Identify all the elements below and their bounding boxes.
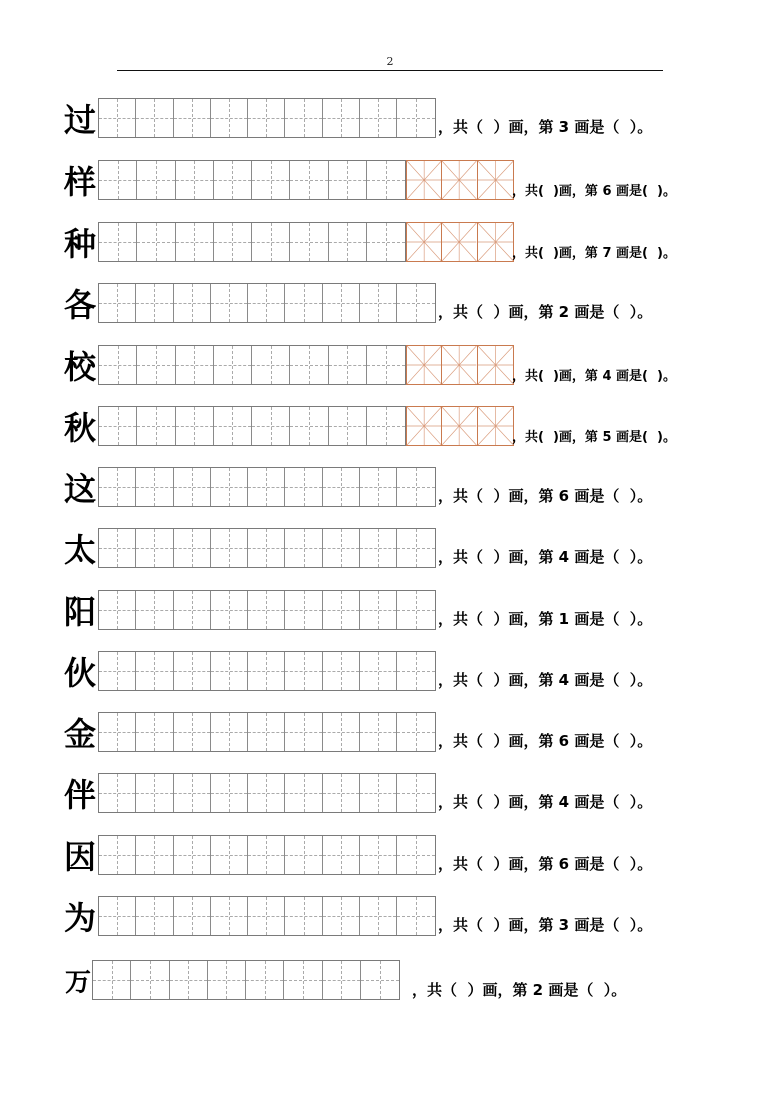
grid-cell[interactable] — [136, 713, 173, 751]
grid-cell[interactable] — [252, 346, 290, 384]
grid-cell[interactable] — [248, 284, 285, 322]
grid-cell[interactable] — [99, 99, 136, 137]
grid-cell[interactable] — [174, 99, 211, 137]
grid-cell[interactable] — [397, 99, 434, 137]
writing-grid[interactable] — [98, 98, 436, 138]
grid-cell[interactable] — [323, 652, 360, 690]
writing-grid[interactable] — [98, 160, 406, 200]
mi-grid[interactable] — [406, 406, 514, 446]
grid-cell[interactable] — [174, 652, 211, 690]
writing-grid[interactable] — [98, 773, 436, 813]
grid-cell[interactable] — [367, 346, 405, 384]
exercise-row — [0, 222, 780, 262]
grid-cell[interactable] — [397, 468, 434, 506]
stroke-question: ，共（ ）画，第 4 画是（ ）。 — [438, 548, 653, 566]
writing-grid[interactable] — [98, 528, 436, 568]
grid-cell[interactable] — [99, 223, 137, 261]
grid-cell[interactable] — [323, 529, 360, 567]
grid-cell[interactable] — [361, 961, 399, 999]
grid-cell[interactable] — [99, 407, 137, 445]
mi-grid[interactable] — [406, 222, 514, 262]
grid-cell[interactable] — [131, 961, 169, 999]
exercise-row — [0, 98, 780, 138]
grid-cell[interactable] — [397, 529, 434, 567]
grid-cell[interactable] — [397, 836, 434, 874]
grid-cell[interactable] — [252, 407, 290, 445]
grid-cell[interactable] — [397, 284, 434, 322]
grid-cell[interactable] — [137, 407, 175, 445]
grid-cell[interactable] — [136, 774, 173, 812]
grid-cell[interactable] — [211, 99, 248, 137]
grid-cell[interactable] — [397, 774, 434, 812]
writing-grid[interactable] — [98, 467, 436, 507]
grid-cell[interactable] — [360, 774, 397, 812]
grid-cell[interactable] — [248, 99, 285, 137]
grid-cell[interactable] — [136, 897, 173, 935]
grid-cell[interactable] — [290, 161, 328, 199]
grid-cell[interactable] — [248, 529, 285, 567]
grid-cell[interactable] — [285, 468, 322, 506]
grid-cell[interactable] — [99, 836, 136, 874]
grid-cell[interactable] — [174, 836, 211, 874]
practice-character: 阳 — [63, 593, 96, 631]
grid-cell[interactable] — [367, 223, 405, 261]
grid-cell[interactable] — [174, 529, 211, 567]
writing-grid[interactable] — [98, 651, 436, 691]
grid-cell[interactable] — [99, 774, 136, 812]
practice-character: 秋 — [63, 409, 96, 447]
grid-cell[interactable] — [290, 223, 328, 261]
grid-cell[interactable] — [137, 161, 175, 199]
practice-character: 各 — [63, 286, 96, 324]
grid-cell[interactable] — [248, 713, 285, 751]
grid-cell[interactable] — [323, 99, 360, 137]
writing-grid[interactable] — [98, 345, 406, 385]
grid-cell[interactable] — [285, 284, 322, 322]
exercise-row — [0, 160, 780, 200]
grid-cell[interactable] — [285, 897, 322, 935]
mi-grid[interactable] — [406, 345, 514, 385]
grid-cell[interactable] — [99, 652, 136, 690]
exercise-row — [0, 712, 780, 752]
grid-cell[interactable] — [137, 223, 175, 261]
mi-grid-cell[interactable] — [478, 346, 513, 384]
page-number: 2 — [386, 55, 394, 68]
mi-grid-cell[interactable] — [407, 161, 442, 199]
grid-cell[interactable] — [214, 407, 252, 445]
stroke-question: ，共( )画，第 6 画是( )。 — [512, 184, 676, 199]
writing-grid[interactable] — [98, 283, 436, 323]
grid-cell[interactable] — [360, 529, 397, 567]
grid-cell[interactable] — [367, 407, 405, 445]
exercise-row — [0, 896, 780, 936]
grid-cell[interactable] — [397, 713, 434, 751]
writing-grid[interactable] — [92, 960, 400, 1000]
grid-cell[interactable] — [284, 961, 322, 999]
mi-grid-cell[interactable] — [442, 407, 477, 445]
grid-cell[interactable] — [248, 774, 285, 812]
grid-cell[interactable] — [211, 774, 248, 812]
grid-cell[interactable] — [174, 591, 211, 629]
grid-cell[interactable] — [323, 897, 360, 935]
grid-cell[interactable] — [285, 774, 322, 812]
grid-cell[interactable] — [360, 468, 397, 506]
grid-cell[interactable] — [397, 897, 434, 935]
mi-grid-cell[interactable] — [407, 223, 442, 261]
exercise-row — [0, 651, 780, 691]
grid-cell[interactable] — [367, 161, 405, 199]
practice-character: 太 — [63, 531, 96, 569]
grid-cell[interactable] — [211, 897, 248, 935]
grid-cell[interactable] — [93, 961, 131, 999]
writing-grid[interactable] — [98, 835, 436, 875]
mi-grid-cell[interactable] — [407, 346, 442, 384]
stroke-question: ，共( )画，第 4 画是( )。 — [512, 369, 676, 384]
stroke-question: ，共（ ）画，第 3 画是（ ）。 — [438, 916, 653, 934]
grid-cell[interactable] — [176, 223, 214, 261]
exercise-row — [0, 406, 780, 446]
writing-grid[interactable] — [98, 590, 436, 630]
grid-cell[interactable] — [99, 284, 136, 322]
grid-cell[interactable] — [208, 961, 246, 999]
grid-cell[interactable] — [323, 774, 360, 812]
mi-grid-cell[interactable] — [442, 223, 477, 261]
grid-cell[interactable] — [360, 897, 397, 935]
grid-cell[interactable] — [214, 161, 252, 199]
grid-cell[interactable] — [285, 836, 322, 874]
mi-grid-cell[interactable] — [478, 223, 513, 261]
practice-character: 伙 — [63, 654, 96, 692]
grid-cell[interactable] — [174, 897, 211, 935]
grid-cell[interactable] — [176, 161, 214, 199]
grid-cell[interactable] — [174, 468, 211, 506]
exercise-row — [0, 590, 780, 630]
stroke-question: ，共（ ）画，第 6 画是（ ）。 — [438, 855, 653, 873]
practice-character: 金 — [63, 715, 96, 753]
grid-cell[interactable] — [211, 713, 248, 751]
exercise-row — [0, 835, 780, 875]
mi-grid-cell[interactable] — [478, 407, 513, 445]
grid-cell[interactable] — [211, 836, 248, 874]
exercise-row — [0, 773, 780, 813]
practice-character: 种 — [63, 225, 96, 263]
grid-cell[interactable] — [137, 346, 175, 384]
stroke-question: ，共( )画，第 5 画是( )。 — [512, 430, 676, 445]
grid-cell[interactable] — [397, 652, 434, 690]
mi-grid-cell[interactable] — [407, 407, 442, 445]
stroke-question: ，共（ ）画，第 4 画是（ ）。 — [438, 793, 653, 811]
grid-cell[interactable] — [329, 161, 367, 199]
grid-cell[interactable] — [360, 591, 397, 629]
practice-character: 伴 — [63, 776, 96, 814]
grid-cell[interactable] — [176, 407, 214, 445]
grid-cell[interactable] — [248, 897, 285, 935]
grid-cell[interactable] — [285, 529, 322, 567]
grid-cell[interactable] — [99, 591, 136, 629]
grid-cell[interactable] — [285, 652, 322, 690]
practice-character: 因 — [63, 838, 96, 876]
stroke-question: ，共( )画，第 7 画是( )。 — [512, 246, 676, 261]
grid-cell[interactable] — [323, 284, 360, 322]
grid-cell[interactable] — [329, 407, 367, 445]
grid-cell[interactable] — [252, 161, 290, 199]
grid-cell[interactable] — [329, 223, 367, 261]
writing-grid[interactable] — [98, 896, 436, 936]
stroke-question: ，共（ ）画，第 4 画是（ ）。 — [438, 671, 653, 689]
exercise-row — [0, 467, 780, 507]
grid-cell[interactable] — [170, 961, 208, 999]
grid-cell[interactable] — [99, 529, 136, 567]
practice-character: 万 — [64, 968, 91, 998]
grid-cell[interactable] — [246, 961, 284, 999]
writing-grid[interactable] — [98, 712, 436, 752]
grid-cell[interactable] — [248, 836, 285, 874]
grid-cell[interactable] — [323, 591, 360, 629]
grid-cell[interactable] — [323, 468, 360, 506]
grid-cell[interactable] — [214, 223, 252, 261]
mi-grid-cell[interactable] — [442, 346, 477, 384]
grid-cell[interactable] — [136, 836, 173, 874]
stroke-question: ，共（ ）画，第 2 画是（ ）。 — [438, 303, 653, 321]
grid-cell[interactable] — [360, 284, 397, 322]
grid-cell[interactable] — [290, 346, 328, 384]
stroke-question: ，共（ ）画，第 6 画是（ ）。 — [438, 487, 653, 505]
grid-cell[interactable] — [211, 468, 248, 506]
grid-cell[interactable] — [136, 529, 173, 567]
grid-cell[interactable] — [323, 836, 360, 874]
practice-character: 样 — [63, 163, 96, 201]
grid-cell[interactable] — [285, 591, 322, 629]
grid-cell[interactable] — [252, 223, 290, 261]
stroke-question: ，共（ ）画，第 6 画是（ ）。 — [438, 732, 653, 750]
mi-grid-cell[interactable] — [442, 161, 477, 199]
grid-cell[interactable] — [174, 713, 211, 751]
grid-cell[interactable] — [136, 591, 173, 629]
grid-cell[interactable] — [323, 713, 360, 751]
grid-cell[interactable] — [211, 652, 248, 690]
grid-cell[interactable] — [248, 468, 285, 506]
writing-grid[interactable] — [98, 222, 406, 262]
grid-cell[interactable] — [99, 713, 136, 751]
exercise-row — [0, 345, 780, 385]
grid-cell[interactable] — [285, 99, 322, 137]
grid-cell[interactable] — [285, 713, 322, 751]
writing-grid[interactable] — [98, 406, 406, 446]
grid-cell[interactable] — [397, 591, 434, 629]
mi-grid[interactable] — [406, 160, 514, 200]
grid-cell[interactable] — [329, 346, 367, 384]
grid-cell[interactable] — [99, 897, 136, 935]
grid-cell[interactable] — [211, 529, 248, 567]
grid-cell[interactable] — [360, 836, 397, 874]
practice-character: 过 — [63, 101, 96, 139]
stroke-question: ，共（ ）画，第 1 画是（ ）。 — [438, 610, 653, 628]
grid-cell[interactable] — [211, 591, 248, 629]
grid-cell[interactable] — [360, 713, 397, 751]
grid-cell[interactable] — [176, 346, 214, 384]
grid-cell[interactable] — [360, 99, 397, 137]
grid-cell[interactable] — [323, 961, 361, 999]
grid-cell[interactable] — [214, 346, 252, 384]
grid-cell[interactable] — [248, 591, 285, 629]
grid-cell[interactable] — [136, 652, 173, 690]
grid-cell[interactable] — [99, 468, 136, 506]
grid-cell[interactable] — [174, 774, 211, 812]
grid-cell[interactable] — [211, 284, 248, 322]
stroke-question: ，共（ ）画，第 2 画是（ ）。 — [412, 981, 627, 999]
practice-character: 校 — [63, 348, 96, 386]
practice-character: 为 — [63, 899, 96, 937]
grid-cell[interactable] — [248, 652, 285, 690]
header-rule — [117, 70, 663, 71]
grid-cell[interactable] — [99, 161, 137, 199]
grid-cell[interactable] — [136, 284, 173, 322]
grid-cell[interactable] — [99, 346, 137, 384]
practice-character: 这 — [63, 470, 96, 508]
grid-cell[interactable] — [136, 99, 173, 137]
exercise-row — [0, 957, 780, 997]
exercise-row — [0, 283, 780, 323]
mi-grid-cell[interactable] — [478, 161, 513, 199]
grid-cell[interactable] — [174, 284, 211, 322]
grid-cell[interactable] — [360, 652, 397, 690]
stroke-question: ，共（ ）画，第 3 画是（ ）。 — [438, 118, 653, 136]
exercise-row — [0, 528, 780, 568]
grid-cell[interactable] — [136, 468, 173, 506]
grid-cell[interactable] — [290, 407, 328, 445]
